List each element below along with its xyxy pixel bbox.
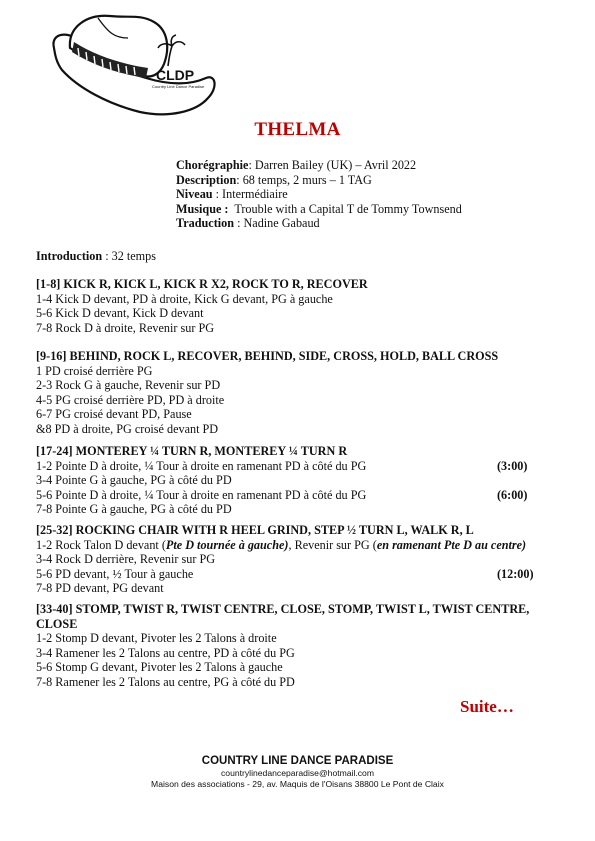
step-line: 5-6 Kick D devant, Kick D devant (36, 306, 204, 321)
step-line: 3-4 Ramener les 2 Talons au centre, PD à côté du PG (36, 645, 295, 660)
step-line: 6-7 PG croisé devant PD, Pause (36, 407, 192, 422)
logo-subtext: Country Line Dance Paradise (152, 84, 205, 89)
intro-label: Introduction (36, 249, 103, 263)
club-address: Maison des associations - 29, av. Maquis de l'Oisans 38800 Le Pont de Claix (151, 779, 444, 789)
step-line (36, 459, 566, 474)
step-line: 1 PD croisé derrière PG (36, 363, 153, 378)
step-line: 2-3 Rock G à gauche, Revenir sur PD (36, 378, 221, 393)
cowboy-hat-logo (48, 8, 218, 120)
step-text: 5-6 Pointe D à droite, ¼ Tour à droite en ramenant PD à côté du PG (36, 487, 367, 502)
page-title: THELMA (254, 119, 341, 140)
translation-line (176, 216, 462, 231)
step-line (36, 538, 566, 553)
logo-text: CLDP (156, 67, 195, 83)
music-line (176, 202, 462, 217)
step-line (36, 581, 566, 596)
intro-line (36, 249, 156, 264)
step-line: 4-5 PG croisé derrière PD, PD à droite (36, 392, 225, 407)
section-heading: [17-24] MONTEREY ¼ TURN R, MONTEREY ¼ TURN R (36, 444, 348, 458)
step-text: 3-4 Rock D derrière, Revenir sur PG (36, 552, 216, 567)
translation-label: Traduction (176, 216, 235, 231)
section-1 (36, 277, 566, 335)
music-label: Musique : (176, 201, 229, 216)
step-line: 1-2 Stomp D devant, Pivoter les 2 Talons à droite (36, 631, 277, 646)
club-name: COUNTRY LINE DANCE PARADISE (201, 755, 394, 767)
step-note: en ramenant Pte D au centre) (376, 537, 527, 552)
section-heading: [1-8] KICK R, KICK L, KICK R X2, ROCK TO R, RECOVER (36, 277, 368, 291)
level-value: : Intermédiaire (212, 187, 288, 202)
section-5 (36, 602, 566, 690)
step-text: 3-4 Pointe G à gauche, PG à côté du PD (36, 473, 232, 488)
step-line: &8 PD à droite, PG croisé devant PD (36, 421, 219, 436)
dance-info (176, 158, 462, 231)
club-email: countrylinedanceparadise@hotmail.com (221, 768, 374, 778)
step-text: 5-6 PD devant, ½ Tour à gauche (36, 566, 194, 581)
continued-label: Suite… (460, 697, 514, 716)
section-heading: [33-40] STOMP, TWIST R, TWIST CENTRE, CLOSE, STOMP, TWIST L, TWIST CENTRE, CLOSE (36, 602, 530, 631)
section-3 (36, 444, 566, 517)
step-line: 7-8 Rock D à droite, Revenir sur PG (36, 320, 215, 335)
footer (0, 754, 595, 790)
step-text: , Revenir sur PG ( (288, 537, 377, 552)
step-note: Pte D tournée à gauche) (165, 537, 289, 552)
description-value: : 68 temps, 2 murs – 1 TAG (236, 172, 372, 187)
step-line (36, 488, 566, 503)
section-heading: [25-32] ROCKING CHAIR WITH R HEEL GRIND, STEP ½ TURN L, WALK R, L (36, 523, 474, 537)
intro-value: : 32 temps (102, 249, 156, 263)
step-line (36, 552, 566, 567)
step-line (36, 502, 566, 517)
section-heading: [9-16] BEHIND, ROCK L, RECOVER, BEHIND, SIDE, CROSS, HOLD, BALL CROSS (36, 349, 499, 363)
step-line (36, 473, 566, 488)
wall-count: (12:00) (497, 566, 534, 581)
wall-count: (3:00) (497, 458, 528, 473)
section-4 (36, 523, 566, 596)
choreographer-value: : Darren Bailey (UK) – Avril 2022 (248, 158, 417, 172)
choreographer-line (176, 158, 462, 173)
description-label: Description (176, 172, 237, 187)
translation-value: : Nadine Gabaud (234, 216, 320, 231)
section-2 (36, 349, 566, 437)
music-value: Trouble with a Capital T de Tommy Townsend (228, 201, 462, 216)
step-text: 1-2 Rock Talon D devant ( (36, 537, 166, 552)
choreographer-label: Chorégraphie (176, 158, 249, 172)
description-line (176, 173, 462, 188)
step-text: 1-2 Pointe D à droite, ¼ Tour à droite en ramenant PD à côté du PG (36, 458, 367, 473)
step-line: 1-4 Kick D devant, PD à droite, Kick G devant, PG à gauche (36, 291, 333, 306)
step-text: 7-8 Pointe G à gauche, PG à côté du PD (36, 502, 232, 517)
step-text: 7-8 PD devant, PG devant (36, 581, 164, 596)
step-line: 5-6 Stomp G devant, Pivoter les 2 Talons à gauche (36, 660, 283, 675)
level-line (176, 187, 462, 202)
step-line (36, 567, 566, 582)
wall-count: (6:00) (497, 487, 528, 502)
step-line: 7-8 Ramener les 2 Talons au centre, PG à côté du PD (36, 674, 295, 689)
level-label: Niveau (176, 187, 213, 202)
